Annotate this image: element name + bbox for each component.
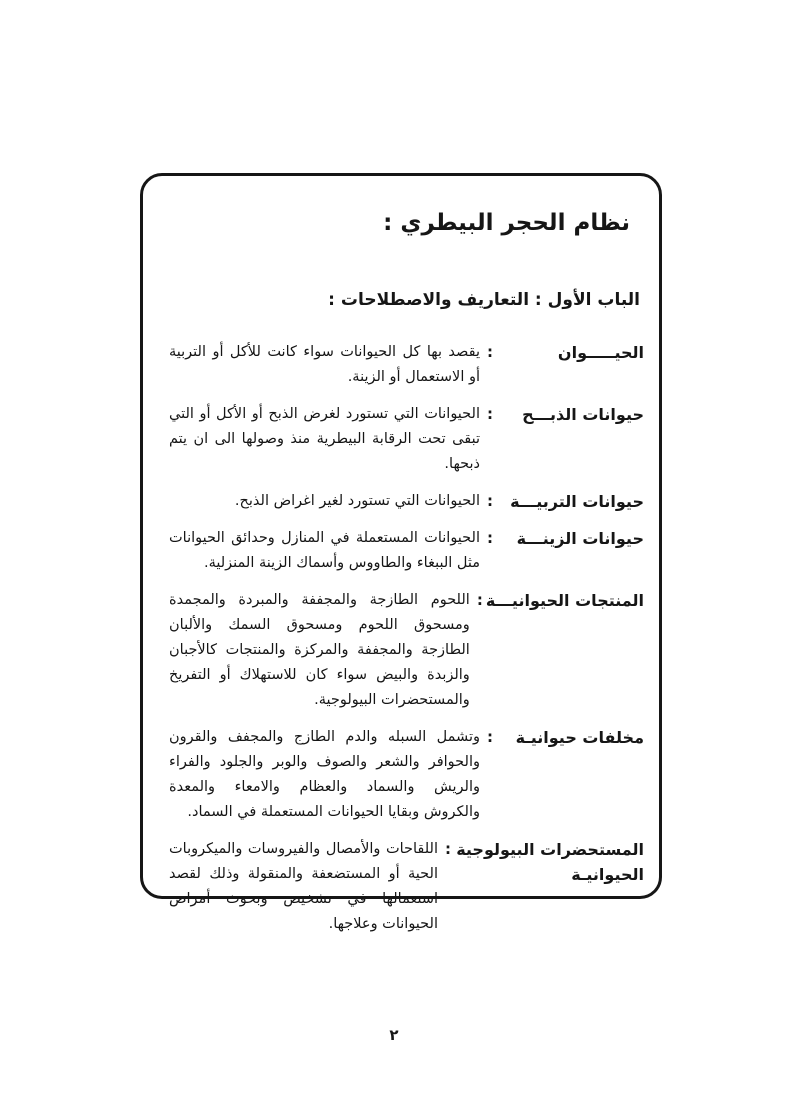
definition-text: الحيوانات التي تستورد لغرض الذبح أو الأكل أو التي تبقى تحت الرقابة البيطرية منذ وصولها الى ان يتم ذبحها. [169, 406, 480, 472]
definition-entry [169, 837, 644, 937]
definition-entry [169, 725, 644, 825]
definition-text: اللقاحات والأمصال والفيروسات والميكروبات الحية أو المستضعفة والمنقولة وذلك لقصد استعمالها في تشخيص وبحوث أمراض الحيوانات وعلاجها. [169, 841, 438, 932]
document-border-frame [140, 173, 662, 932]
colon-separator: : [487, 405, 493, 423]
definition-entry [169, 588, 644, 713]
term-label: الحيـــــوان [557, 343, 644, 362]
definition-entry [169, 489, 644, 514]
colon-separator: : [487, 343, 493, 361]
definition-text: وتشمل السبله والدم الطازج والمجفف والقرون والحوافر والشعر والصوف والوبر والجلود والفراء والريش والسماد والعظام والامعاء والمعدة والكروش وبقايا الحيوانات المستعملة في السماد. [169, 729, 480, 820]
colon-separator: : [487, 529, 493, 547]
colon-separator: : [476, 591, 483, 609]
section-heading: الباب الأول : التعاريف والاصطلاحات : [328, 290, 640, 310]
definition-entry [169, 340, 644, 390]
page-number: ٢ [389, 1026, 399, 1044]
term-label: مخلفات حيوانيـة [515, 728, 644, 747]
term-label: حيوانات التربيـــة [510, 492, 644, 511]
document-content [143, 176, 659, 937]
colon-separator: : [445, 840, 451, 858]
definition-text: يقصد بها كل الحيوانات سواء كانت للأكل أو التربية أو الاستعمال أو الزينة. [169, 344, 480, 385]
definitions-list [169, 340, 644, 937]
colon-separator: : [487, 728, 493, 746]
term-label: المستحضرات البيولوجية الحيوانيـة [456, 840, 644, 884]
definition-entry [169, 526, 644, 576]
term-label: حيوانات الزينـــة [516, 529, 644, 548]
definition-text: الحيوانات التي تستورد لغير اغراض الذبح. [234, 493, 480, 509]
definition-text: الحيوانات المستعملة في المنازل وحدائق الحيوانات مثل الببغاء والطاووس وأسماك الزينة المنزلية. [169, 530, 480, 571]
definition-entry [169, 402, 644, 477]
definition-text: اللحوم الطازجة والمجففة والمبردة والمجمدة ومسحوق اللحوم ومسحوق السمك والألبان الطازجة والمجففة والمركزة والمنتجات كالأجبان والزبدة والبيض سواء كان للاستهلاك أو التفريخ والمستحضرات البيولوجية. [169, 592, 470, 708]
colon-separator: : [487, 492, 493, 510]
term-label: حيوانات الذبـــح [522, 405, 644, 424]
document-title: نظام الحجر البيطري : [383, 210, 630, 236]
term-label: المنتجات الحيوانيـــة [485, 591, 644, 610]
